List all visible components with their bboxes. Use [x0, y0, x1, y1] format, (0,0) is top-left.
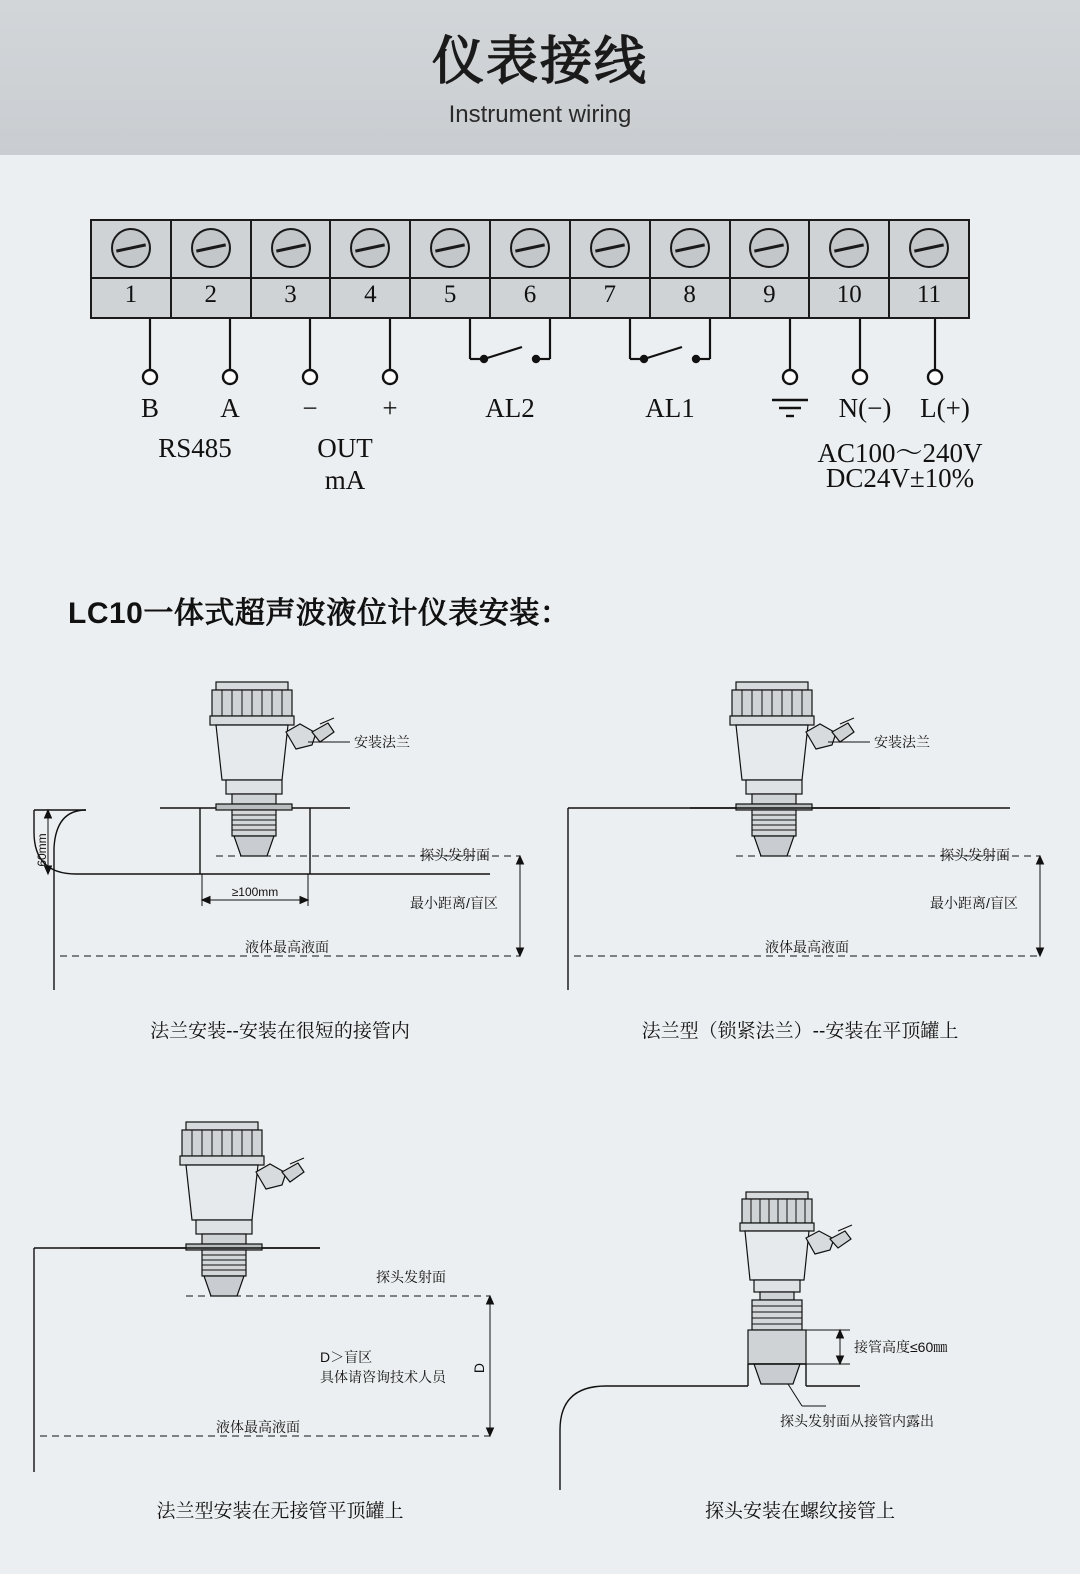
pin-label-al2: AL2: [485, 393, 535, 423]
installation-figures: [0, 650, 1080, 1560]
figure-flange-locking-flat-tank: [540, 660, 1060, 1040]
terminal-number: 10: [836, 281, 862, 308]
svg-text:液体最高液面: 液体最高液面: [765, 939, 849, 955]
page-title: 仪表接线: [431, 32, 648, 91]
terminal-number: 3: [284, 281, 297, 308]
pin-label-plus: +: [382, 393, 398, 423]
terminal-number: 4: [364, 281, 377, 308]
terminal-number: 6: [523, 281, 537, 308]
group-label-ma: mA: [324, 465, 366, 495]
pin-label-l: L(+): [920, 393, 970, 423]
svg-text:探头发射面: 探头发射面: [376, 1269, 446, 1285]
svg-text:接管高度≤60㎜: 接管高度≤60㎜: [854, 1339, 948, 1355]
terminal-number: 5: [443, 281, 457, 308]
group-label-rs485: RS485: [158, 433, 232, 463]
svg-text:液体最高液面: 液体最高液面: [216, 1419, 300, 1435]
wiring-diagram: [0, 155, 1080, 555]
figure-flange-no-nozzle-flat-tank: [20, 1100, 540, 1520]
svg-text:60mm: 60mm: [35, 833, 49, 867]
page-header: [0, 0, 1080, 155]
section-title: LC10一体式超声波液位计仪表安装：: [68, 597, 571, 630]
svg-text:液体最高液面: 液体最高液面: [245, 939, 329, 955]
page-subtitle: Instrument wiring: [448, 101, 632, 129]
figure-thread-nozzle: [540, 1100, 1060, 1520]
svg-text:最小距离/盲区: 最小距离/盲区: [410, 895, 498, 911]
terminal-number: 2: [204, 281, 217, 308]
figure-flange-short-nozzle: [20, 660, 540, 1040]
group-label-dc: DC24V±10%: [825, 463, 975, 493]
terminal-number: 8: [683, 281, 696, 308]
figure-caption: 法兰安装--安装在很短的接管内: [150, 1021, 410, 1042]
figure-caption: 法兰型（锁紧法兰）--安装在平顶罐上: [641, 1021, 959, 1042]
pin-label-al1: AL1: [645, 393, 695, 423]
svg-text:安装法兰: 安装法兰: [874, 734, 930, 750]
svg-text:D＞盲区: D＞盲区: [320, 1349, 373, 1365]
svg-text:D: D: [471, 1362, 487, 1374]
pin-label-minus: −: [302, 393, 318, 423]
terminal-number: 7: [603, 281, 617, 308]
svg-text:安装法兰: 安装法兰: [354, 734, 410, 750]
group-label-ac: AC100～240V: [817, 438, 983, 468]
svg-text:具体请咨询技术人员: 具体请咨询技术人员: [320, 1369, 446, 1385]
terminal-number: 9: [763, 281, 776, 308]
wiring-lines: [0, 155, 1080, 555]
svg-text:探头发射面从接管内露出: 探头发射面从接管内露出: [780, 1413, 934, 1429]
figure-caption: 探头安装在螺纹接管上: [704, 1501, 895, 1522]
figure-caption: 法兰型安装在无接管平顶罐上: [156, 1501, 404, 1522]
svg-text:最小距离/盲区: 最小距离/盲区: [930, 895, 1018, 911]
svg-text:探头发射面: 探头发射面: [940, 847, 1010, 863]
pin-label-a: A: [220, 393, 240, 423]
pin-label-n: N(−): [838, 393, 892, 423]
terminal-number: 1: [124, 281, 138, 308]
group-label-out: OUT: [317, 433, 373, 463]
terminal-number: 11: [916, 281, 942, 308]
svg-text:探头发射面: 探头发射面: [420, 847, 490, 863]
pin-label-b: B: [140, 393, 159, 423]
svg-text:≥100mm: ≥100mm: [231, 885, 279, 899]
